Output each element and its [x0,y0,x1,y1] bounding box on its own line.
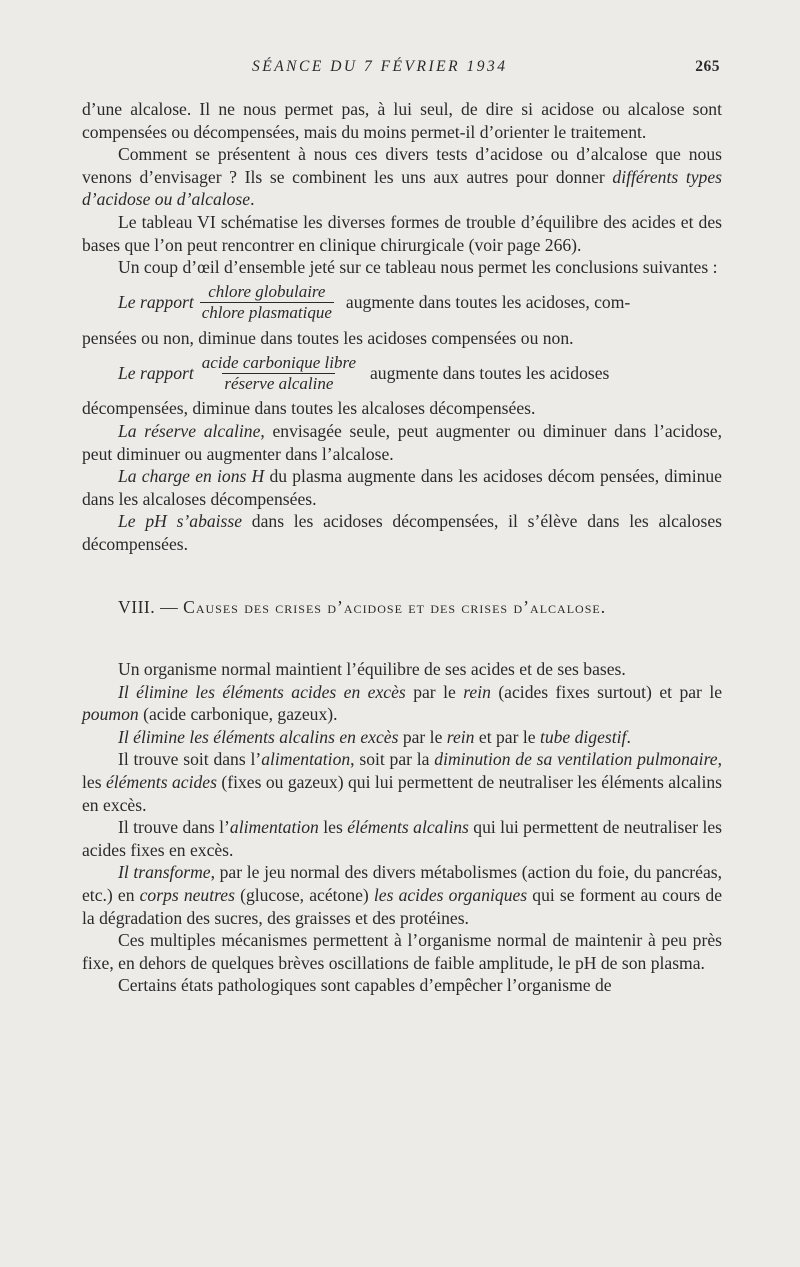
paragraph: d’une alcalose. Il ne nous permet pas, à lui seul, de dire si acidose ou alcalose sont compensées ou décompensées, mais du moins permet-il d’orienter le traitement. [82,99,722,142]
ratio-chlore: Le rapport $\frac{\text{chlore globulaire}}{\text{chlore plasmatique}}$ augmente dans toutes les acidoses, com- [118,282,631,323]
paragraph: Il transforme, par le jeu normal des divers métabolismes (action du foie, du pancréas, etc.) en corps neutres (glucose, acétone) les acides organiques qui se forment au cours de la dégradation des sucres, des graisses et des protéines. [82,862,723,928]
paragraph: Il élimine les éléments alcalins en excès par le rein et par le tube digestif. [118,726,631,747]
fraction: $\frac{\text{acide carbonique libre}}{\text{réserve alcaline}}$ [201,352,356,393]
paragraph: Le tableau VI schématise les diverses formes de trouble d’équilibre des acides et des bases que l’on peut rencontrer en clinique chirurgicale (voir page 266). [82,211,722,255]
paragraph: Il trouve dans l’alimentation les éléments alcalins qui lui permettent de neutraliser les acides fixes en excès. [82,817,722,860]
paragraph: Ces multiples mécanismes permettent à l’organisme normal de maintenir à peu près fixe, en dehors de quelques brèves oscillations de faible amplitude, le pH de son plasma. [82,930,722,973]
running-header [82,58,720,82]
section-heading: VIII. — Causes des crises d’acidose et des crises d’alcalose. [118,596,607,617]
paragraph: La charge en ions H du plasma augmente dans les acidoses décom pensées, diminue dans les alcaloses décompensées. [82,466,722,509]
paragraph: Comment se présentent à nous ces divers tests d’acidose ou d’alcalose que nous venons d’envisager ? Ils se combinent les uns aux autres pour donner différents types d’acidose ou d’alcalose. [82,144,722,210]
running-title: SÉANCE DU 7 FÉVRIER 1934 [252,58,508,75]
paragraph: pensées ou non, diminue dans toutes les acidoses compensées ou non. [82,327,574,348]
paragraph: Le pH s’abaisse dans les acidoses décompensées, il s’élève dans les alcaloses décompensées. [82,511,722,554]
paragraph: Il trouve soit dans l’alimentation, soit par la diminution de sa ventilation pulmonaire, les éléments acides (fixes ou gazeux) qui lui permettent de neutraliser les éléments alcalins en excès. [82,749,722,815]
paragraph: Un organisme normal maintient l’équilibre de ses acides et de ses bases. [118,659,626,680]
paragraph: Il élimine les éléments acides en excès par le rein (acides fixes surtout) et par le poumon (acide carbonique, gazeux). [82,681,723,725]
paragraph: Certains états pathologiques sont capables d’empêcher l’organisme de [118,975,612,996]
ratio-acide: Le rapport $\frac{\text{acide carbonique libre}}{\text{réserve alcaline}}$ augmente dans toutes les acidoses [118,352,610,393]
paragraph: Un coup d’œil d’ensemble jeté sur ce tableau nous permet les conclusions suivantes : [118,257,718,278]
page-number: 265 [695,58,720,75]
paragraph: décompensées, diminue dans toutes les alcaloses décompensées. [82,398,536,419]
fraction: $\frac{\text{chlore globulaire}}{\text{chlore plasmatique}}$ [201,282,332,323]
body-text [82,98,722,997]
paragraph: La réserve alcaline, envisagée seule, peut augmenter ou diminuer dans l’acidose, peut diminuer ou augmenter dans l’alcalose. [82,420,722,464]
